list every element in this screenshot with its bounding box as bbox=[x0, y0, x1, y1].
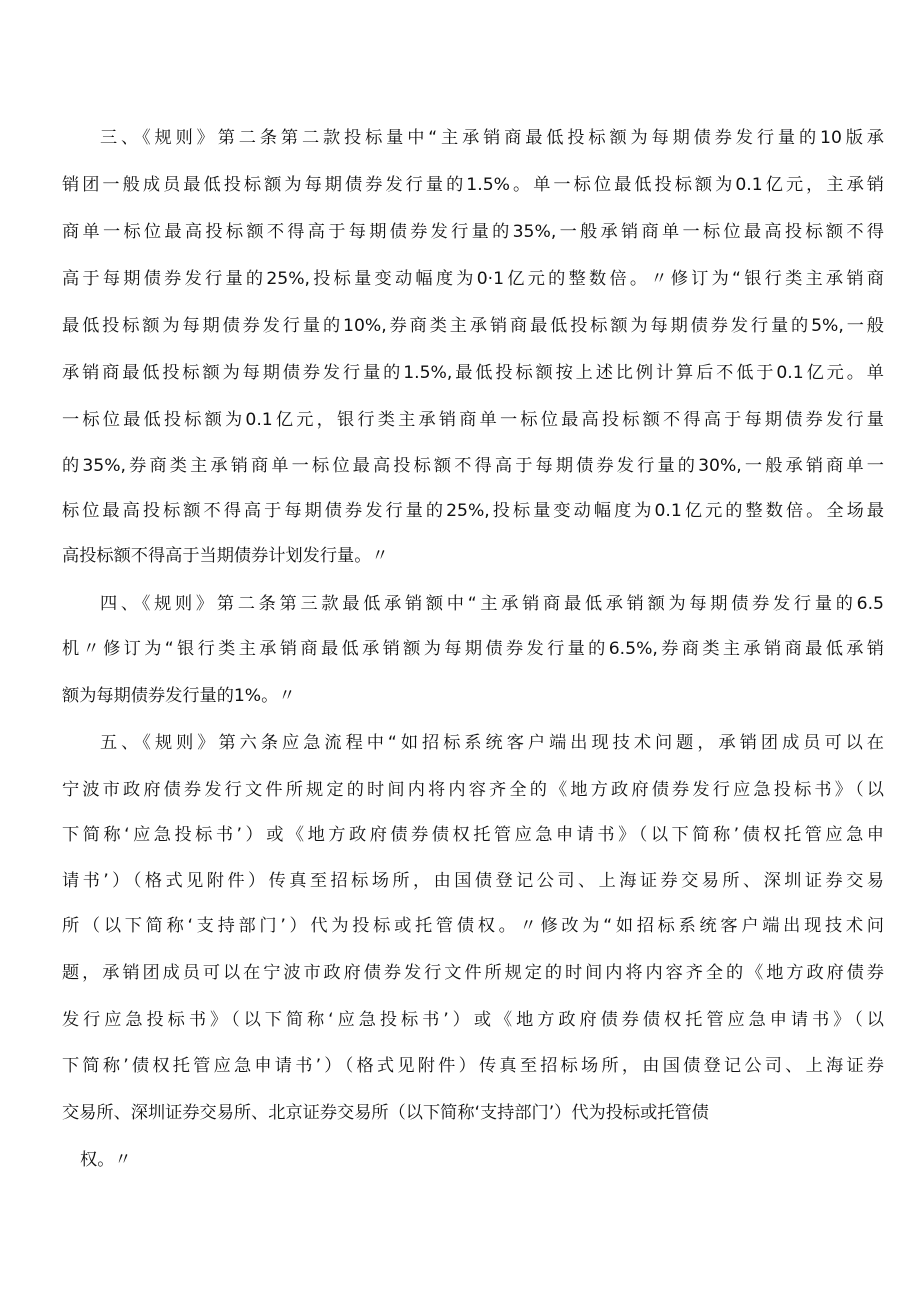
text-line: 最低投标额为每期债券发行量的10%,券商类主承销商最低投标额为每期债券发行量的5%,一般 bbox=[62, 316, 884, 336]
text-line: 题，承销团成员可以在宁波市政府债券发行文件所规定的时间内将内容齐全的《地方政府债券 bbox=[62, 963, 884, 983]
text-line: 的35%,券商类主承销商单一标位最高投标额不得高于每期债券发行量的30%,一般承销商单一 bbox=[62, 456, 884, 476]
text-line: 一标位最低投标额为0.1亿元，银行类主承销商单一标位最高投标额不得高于每期债券发行量 bbox=[62, 410, 884, 430]
text-line: 交易所、深圳证券交易所、北京证券交易所（以下简称‘支持部门’）代为投标或托管债 bbox=[62, 1103, 709, 1123]
text-line: 高投标额不得高于当期债券计划发行量。〃 bbox=[62, 546, 389, 566]
text-line: 额为每期债券发行量的1%。〃 bbox=[62, 686, 296, 706]
text-line: 承销商最低投标额为每期债券发行量的1.5%,最低投标额按上述比例计算后不低于0.1亿元。单 bbox=[62, 363, 884, 383]
text-line: 请书’）（格式见附件）传真至招标场所，由国债登记公司、上海证券交易所、深圳证券交易 bbox=[62, 871, 884, 891]
text-line: 权。〃 bbox=[80, 1150, 132, 1170]
text-line: 五、《规则》第六条应急流程中“如招标系统客户端出现技术问题，承销团成员可以在 bbox=[100, 733, 884, 753]
text-line: 机〃修订为“银行类主承销商最低承销额为每期债券发行量的6.5%,券商类主承销商最低承销 bbox=[62, 639, 884, 659]
text-line: 下简称’债权托管应急申请书’）（格式见附件）传真至招标场所，由国债登记公司、上海证券 bbox=[62, 1056, 884, 1076]
text-line: 宁波市政府债券发行文件所规定的时间内将内容齐全的《地方政府债券发行应急投标书》（以 bbox=[62, 780, 884, 800]
text-line: 四、《规则》第二条第三款最低承销额中“主承销商最低承销额为每期债券发行量的6.5 bbox=[100, 594, 884, 614]
text-line: 标位最高投标额不得高于每期债券发行量的25%,投标量变动幅度为0.1亿元的整数倍。全场最 bbox=[62, 501, 884, 521]
text-line: 销团一般成员最低投标额为每期债券发行量的1.5%。单一标位最低投标额为0.1亿元，主承销 bbox=[62, 175, 884, 195]
text-line: 高于每期债券发行量的25%,投标量变动幅度为0·1亿元的整数倍。〃修订为“银行类主承销商 bbox=[62, 269, 884, 289]
text-line: 下简称‘应急投标书’）或《地方政府债券债权托管应急申请书》（以下简称’债权托管应急申 bbox=[62, 825, 884, 845]
text-line: 发行应急投标书》（以下简称‘应急投标书’）或《地方政府债券债权托管应急申请书》（以 bbox=[62, 1010, 884, 1030]
text-line: 商单一标位最高投标额不得高于每期债券发行量的35%,一般承销商单一标位最高投标额不得 bbox=[62, 222, 884, 242]
text-line: 三、《规则》第二条第二款投标量中“主承销商最低投标额为每期债券发行量的10版承 bbox=[100, 128, 884, 148]
text-line: 所（以下简称‘支持部门’）代为投标或托管债权。〃修改为“如招标系统客户端出现技术问 bbox=[62, 916, 884, 936]
